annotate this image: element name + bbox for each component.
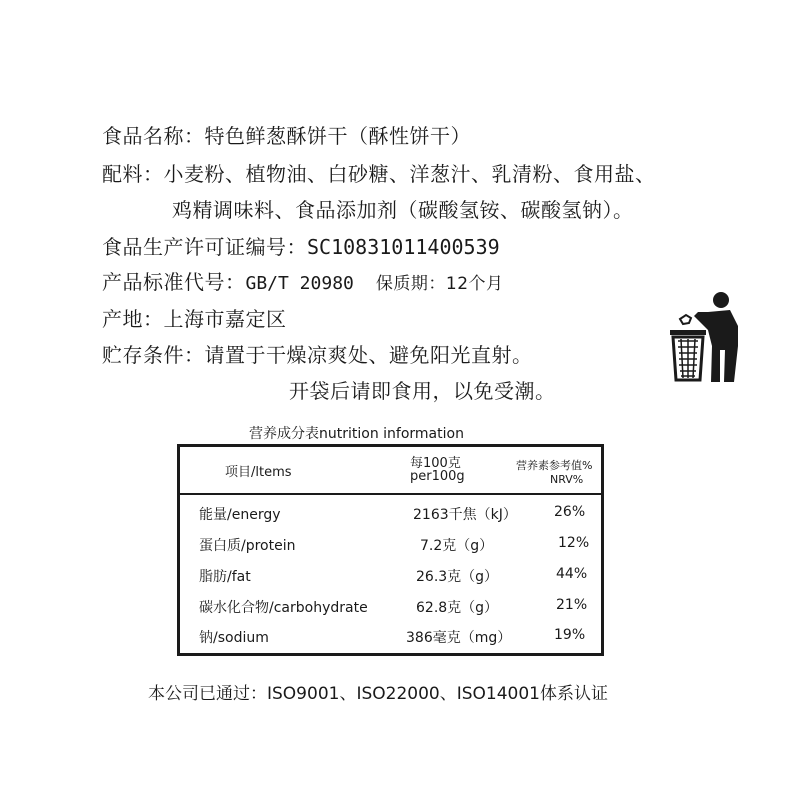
license-line	[102, 235, 500, 259]
row-nrv: 19%	[554, 627, 586, 643]
nutrition-table-header	[180, 447, 601, 495]
row-amount: 386毫克（mg）	[406, 630, 512, 646]
header-nrv-line-1: 营养素参考值%	[516, 459, 593, 472]
row-nrv: 12%	[558, 535, 590, 551]
row-item: 能量/energy	[199, 507, 281, 523]
row-item: 蛋白质/protein	[199, 538, 296, 554]
trash-disposal-icon	[664, 286, 746, 388]
license-label: 食品生产许可证编号：	[102, 235, 307, 259]
nutrition-table	[177, 444, 604, 656]
row-nrv: 26%	[554, 504, 586, 520]
standard-line	[102, 270, 504, 296]
row-item: 脂肪/fat	[199, 569, 251, 585]
origin-line: 产地：上海市嘉定区	[102, 307, 287, 331]
row-amount: 26.3克（g）	[416, 569, 499, 585]
standard-value: GB/T 20980	[245, 273, 354, 294]
product-name-line: 食品名称：特色鲜葱酥饼干（酥性饼干）	[102, 124, 471, 148]
license-value: SC10831011400539	[307, 235, 500, 259]
header-nrv-line-2: NRV%	[550, 473, 584, 486]
storage-line-2: 开袋后请即食用，以免受潮。	[289, 379, 556, 403]
storage-line-1: 贮存条件：请置于干燥凉爽处、避免阳光直射。	[102, 343, 533, 367]
nutrition-table-title: 营养成分表nutrition information	[249, 426, 464, 442]
row-nrv: 21%	[556, 597, 588, 613]
row-item: 碳水化合物/carbohydrate	[199, 600, 368, 616]
certification-line: 本公司已通过：ISO9001、ISO22000、ISO14001体系认证	[148, 684, 608, 704]
standard-label: 产品标准代号：	[102, 270, 246, 294]
header-item: 项目/ltems	[225, 465, 292, 480]
row-amount: 7.2克（g）	[420, 538, 494, 554]
header-per100-line-2: per100g	[410, 469, 465, 484]
shelf-life-label: 保质期：	[375, 274, 446, 294]
ingredients-line-1: 配料：小麦粉、植物油、白砂糖、洋葱汁、乳清粉、食用盐、	[102, 162, 656, 186]
row-nrv: 44%	[556, 566, 588, 582]
header-per100-line-1: 每100克	[410, 456, 461, 471]
row-amount: 2163千焦（kJ）	[413, 507, 517, 523]
row-item: 钠/sodium	[199, 630, 269, 646]
ingredients-line-2: 鸡精调味料、食品添加剂（碳酸氢铵、碳酸氢钠）。	[172, 198, 634, 222]
row-amount: 62.8克（g）	[416, 600, 499, 616]
shelf-life-value: 12个月	[445, 274, 504, 294]
